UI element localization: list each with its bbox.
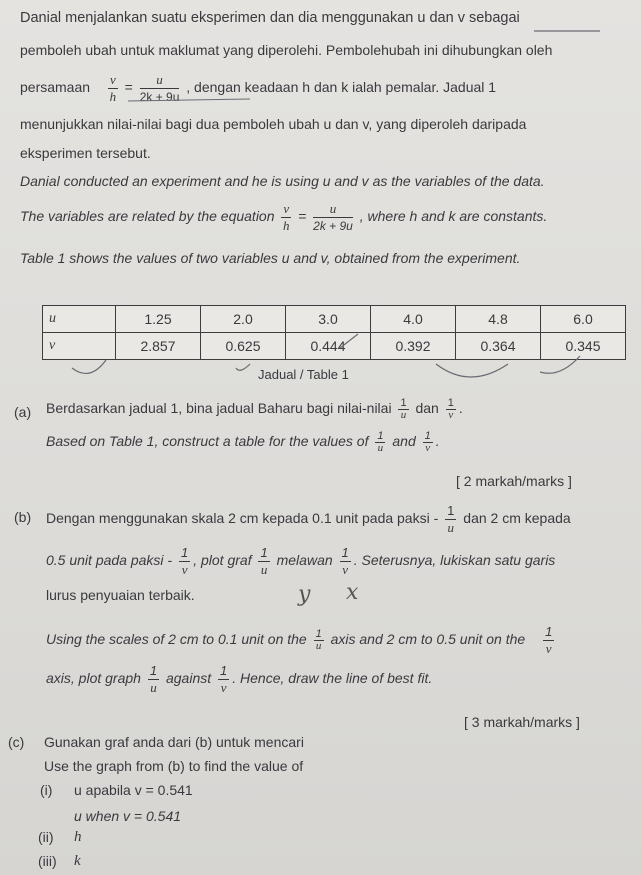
- part-c-ii-var: h: [74, 829, 82, 845]
- equation-lhs: $\frac{v}{h}$: [109, 72, 117, 104]
- table-cell: 3.0: [286, 306, 371, 333]
- malay-intro-line-3: persamaan $\frac{v}{h}$ = $\frac{u}{2k + 9u}$ , dengan keadaan h dan k ialah pemalar. Jadual 1: [20, 72, 497, 104]
- fraction-one-over-v: $\frac{1}{v}$: [447, 397, 454, 421]
- table-cell: 0.345: [541, 333, 626, 360]
- handwritten-y-note: y: [298, 582, 311, 607]
- malay-intro-line-5: eksperimen tersebut.: [20, 145, 151, 161]
- part-c-iii-label: (iii): [38, 853, 57, 869]
- equation-rhs-en: $\frac{u}{2k + 9u}$: [313, 201, 353, 233]
- fraction-one-over-v: $\frac{1}{v}$: [545, 624, 553, 656]
- part-c-i-malay: u apabila v = 0.541: [74, 782, 193, 798]
- table-caption: Jadual / Table 1: [258, 367, 349, 382]
- fraction-one-over-u: $\frac{1}{u}$: [400, 397, 407, 421]
- table-cell: 0.392: [371, 333, 456, 360]
- english-intro-line-1: Danial conducted an experiment and he is using u and v as the variables of the data.: [20, 173, 545, 189]
- table-cell: 4.0: [371, 306, 456, 333]
- pen-tick: [436, 364, 508, 377]
- table-row-u: [43, 306, 626, 333]
- table-cell: 4.8: [456, 306, 541, 333]
- table-cell: 2.0: [201, 306, 286, 333]
- table-cell: 6.0: [541, 306, 626, 333]
- part-c-malay: Gunakan graf anda dari (b) untuk mencari: [44, 734, 304, 750]
- part-b-english-2: axis, plot graph $\frac{1}{u}$ against $\frac{1}{v}$ . Hence, draw the line of best fit.: [46, 663, 433, 695]
- table-row-label: v: [43, 333, 116, 360]
- fraction-one-over-u: $\frac{1}{u}$: [149, 663, 158, 695]
- english-intro-line-3: Table 1 shows the values of two variables u and v, obtained from the experiment.: [20, 250, 521, 266]
- equation-lhs-en: $\frac{v}{h}$: [283, 201, 290, 233]
- table-cell: 0.444: [286, 333, 371, 360]
- equation-rhs: $\frac{u}{2k + 9u}$: [139, 72, 180, 104]
- part-c-ii-label: (ii): [38, 829, 54, 845]
- part-b-malay-3: lurus penyuaian terbaik.: [46, 587, 195, 603]
- fraction-one-over-v: $\frac{1}{v}$: [424, 430, 431, 454]
- fraction-one-over-v: $\frac{1}{v}$: [220, 663, 228, 695]
- fraction-one-over-u: $\frac{1}{u}$: [447, 503, 455, 535]
- part-b-letter: (b): [14, 509, 32, 525]
- part-c-i-english: u when v = 0.541: [74, 808, 182, 824]
- pen-tick: [72, 360, 106, 373]
- part-a-marks: [ 2 markah/marks ]: [456, 473, 572, 489]
- malay-intro-line-2: pemboleh ubah untuk maklumat yang diperolehi. Pembolehubah ini dihubungkan oleh: [20, 42, 553, 58]
- part-c-iii-var: k: [74, 853, 81, 869]
- part-a-english: Based on Table 1, construct a table for the values of $\frac{1}{u}$ and $\frac{1}{v}$ .: [46, 430, 440, 454]
- table-cell: 0.364: [456, 333, 541, 360]
- english-intro-line-2: The variables are related by the equation $\frac{v}{h}$ = $\frac{u}{2k + 9u}$ , where h and k are constants.: [20, 201, 548, 233]
- part-a-malay: Berdasarkan jadual 1, bina jadual Baharu bagi nilai-nilai $\frac{1}{u}$ dan $\frac{1}{v}$ .: [46, 397, 463, 421]
- fraction-one-over-u: $\frac{1}{u}$: [377, 430, 384, 454]
- part-b-malay-1: Dengan menggunakan skala 2 cm kepada 0.1 unit pada paksi - $\frac{1}{u}$ dan 2 cm kepada: [46, 503, 571, 535]
- part-c-english: Use the graph from (b) to find the value of: [44, 758, 304, 774]
- table-cell: 1.25: [116, 306, 201, 333]
- fraction-one-over-v: $\frac{1}{v}$: [180, 545, 189, 577]
- part-a-letter: (a): [14, 404, 32, 420]
- table-cell: 2.857: [116, 333, 201, 360]
- table-cell: 0.625: [201, 333, 286, 360]
- pen-tick: [236, 364, 250, 370]
- table-row-v: [43, 333, 626, 360]
- fraction-one-over-u: $\frac{1}{u}$: [260, 545, 268, 577]
- handwritten-x-note: x: [346, 580, 359, 605]
- part-b-malay-2: 0.5 unit pada paksi - $\frac{1}{v}$ , plot graf $\frac{1}{u}$ melawan $\frac{1}{v}$ . Seterusnya, lukiskan satu garis: [46, 545, 556, 577]
- table-row-label: u: [43, 306, 116, 333]
- part-c-letter: (c): [8, 734, 25, 750]
- part-c-i-label: (i): [40, 782, 53, 798]
- part-b-english-1: Using the scales of 2 cm to 0.1 unit on the $\frac{1}{u}$ axis and 2 cm to 0.5 unit on the $\frac{1}{v}$: [46, 624, 553, 656]
- data-table: [42, 305, 626, 360]
- part-b-marks: [ 3 markah/marks ]: [464, 714, 580, 730]
- fraction-one-over-v: $\frac{1}{v}$: [341, 545, 349, 577]
- malay-intro-line-4: menunjukkan nilai-nilai bagi dua pemboleh ubah u dan v, yang diperoleh daripada: [20, 116, 527, 132]
- malay-intro-line-1: Danial menjalankan suatu eksperimen dan dia menggunakan u dan v sebagai: [20, 10, 520, 26]
- fraction-one-over-u: $\frac{1}{u}$: [315, 628, 322, 652]
